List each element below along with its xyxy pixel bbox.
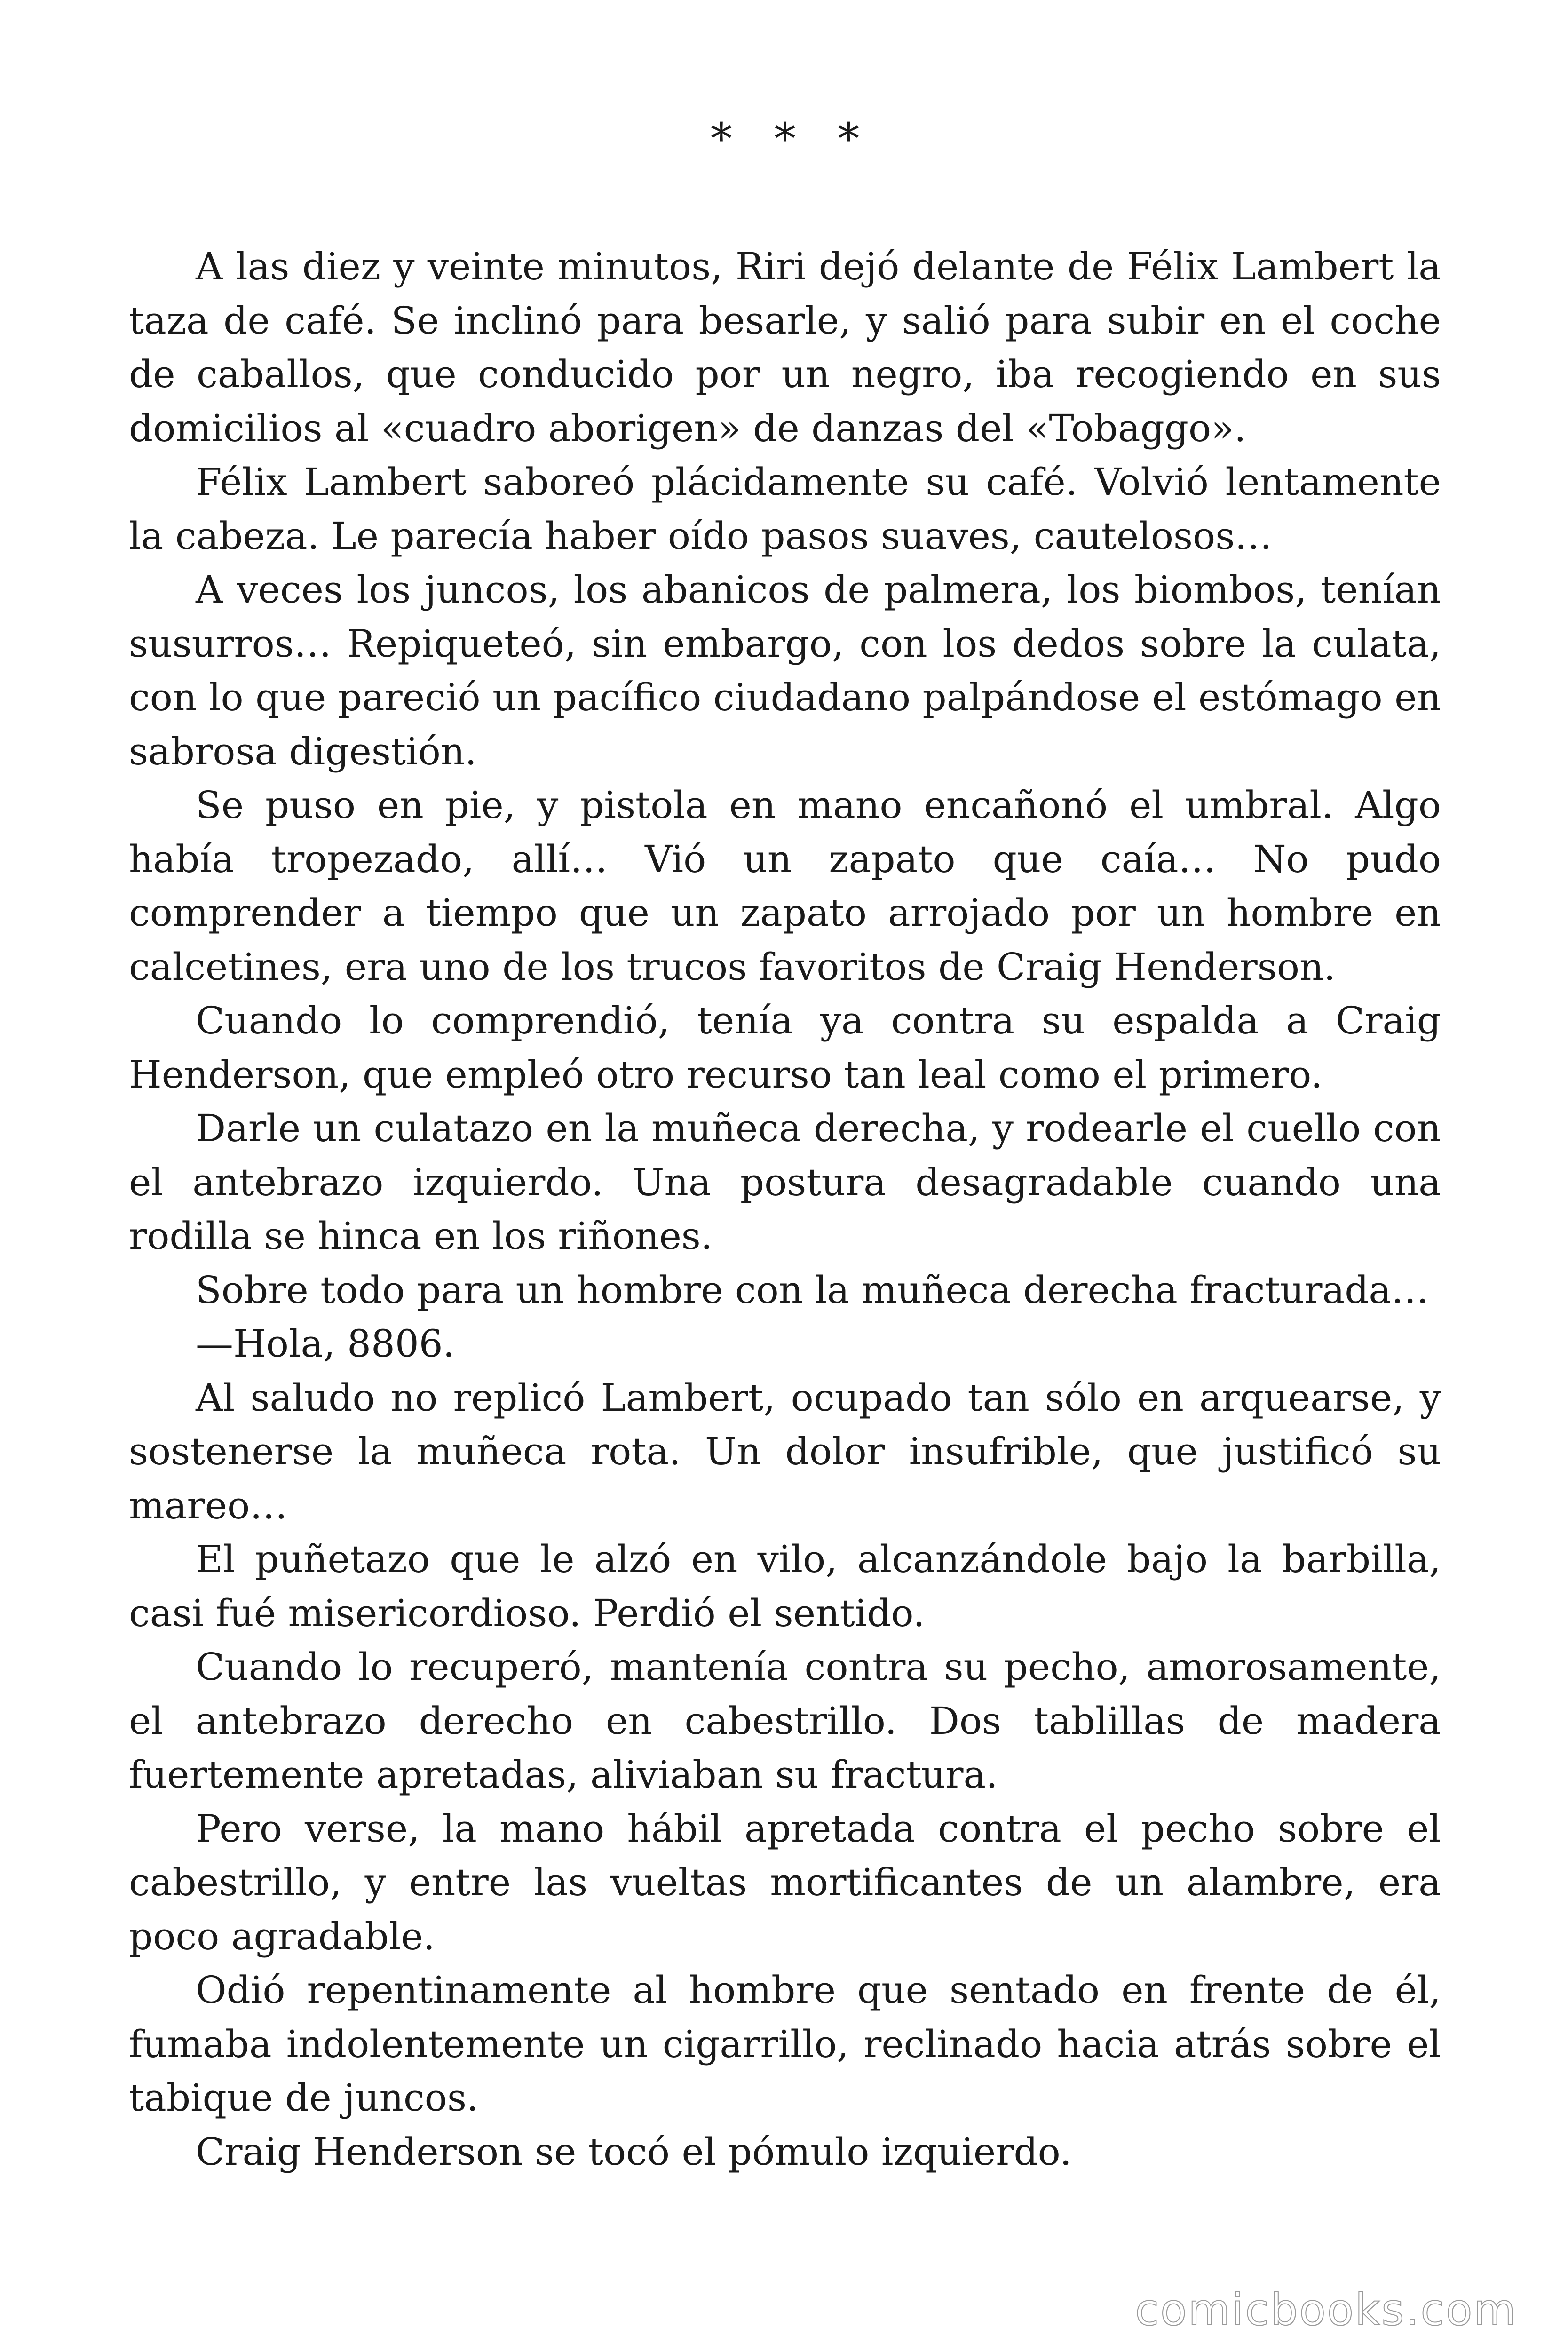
paragraph: Sobre todo para un hombre con la muñeca derecha fracturada… [196, 1268, 1429, 1312]
paragraph: El puñetazo que le alzó en vilo, alcanzándole bajo la barbilla, casi fué misericordioso. Perdió el sentido. [129, 1537, 1441, 1635]
paragraph: Craig Henderson se tocó el pómulo izquierdo. [196, 2130, 1072, 2174]
paragraph: —Hola, 8806. [196, 1322, 455, 1366]
book-page [129, 0, 1441, 2352]
paragraph: Félix Lambert saboreó plácidamente su café. Volvió lentamente la cabeza. Le parecía haber oído pasos suaves, cautelosos… [129, 460, 1441, 558]
paragraph: A las diez y veinte minutos, Riri dejó delante de Félix Lambert la taza de café. Se inclinó para besarle, y salió para subir en el coche de caballos, que conducido por un negro, iba recogiendo en sus domicilios al «cuadro aborigen» de danzas del «Tobaggo». [129, 245, 1441, 450]
paragraph: Odió repentinamente al hombre que sentado en frente de él, fumaba indolentemente un cigarrillo, reclinado hacia atrás sobre el tabique de juncos. [129, 1968, 1441, 2120]
paragraph: Cuando lo comprendió, tenía ya contra su espalda a Craig Henderson, que empleó otro recurso tan leal como el primero. [129, 999, 1441, 1097]
watermark: comicbooks.com [1135, 2285, 1517, 2335]
paragraph: A veces los juncos, los abanicos de palmera, los biombos, tenían susurros… Repiqueteó, sin embargo, con los dedos sobre la culata, con lo que pareció un pacífico ciudadano palpándose el estómago en sabrosa digestión. [129, 568, 1441, 773]
paragraph: Al saludo no replicó Lambert, ocupado tan sólo en arquearse, y sostenerse la muñeca rota. Un dolor insufrible, que justificó su mareo… [129, 1375, 1441, 1527]
scene-separator: * * * [710, 114, 874, 164]
paragraph: Se puso en pie, y pistola en mano encañonó el umbral. Algo había tropezado, allí… Vió un zapato que caía… No pudo comprender a tiempo que un zapato arrojado por un hombre en calcetines, era uno de los trucos favoritos de Craig Henderson. [129, 783, 1441, 989]
paragraph: Darle un culatazo en la muñeca derecha, y rodearle el cuello con el antebrazo izquierdo. Una postura desagradable cuando una rodilla se hinca en los riñones. [129, 1106, 1441, 1258]
paragraph: Pero verse, la mano hábil apretada contra el pecho sobre el cabestrillo, y entre las vueltas mortificantes de un alambre, era poco agradable. [129, 1806, 1441, 1958]
paragraph: Cuando lo recuperó, mantenía contra su pecho, amorosamente, el antebrazo derecho en cabestrillo. Dos tablillas de madera fuertemente apretadas, aliviaban su fractura. [129, 1645, 1441, 1796]
body-text [129, 240, 1441, 2179]
